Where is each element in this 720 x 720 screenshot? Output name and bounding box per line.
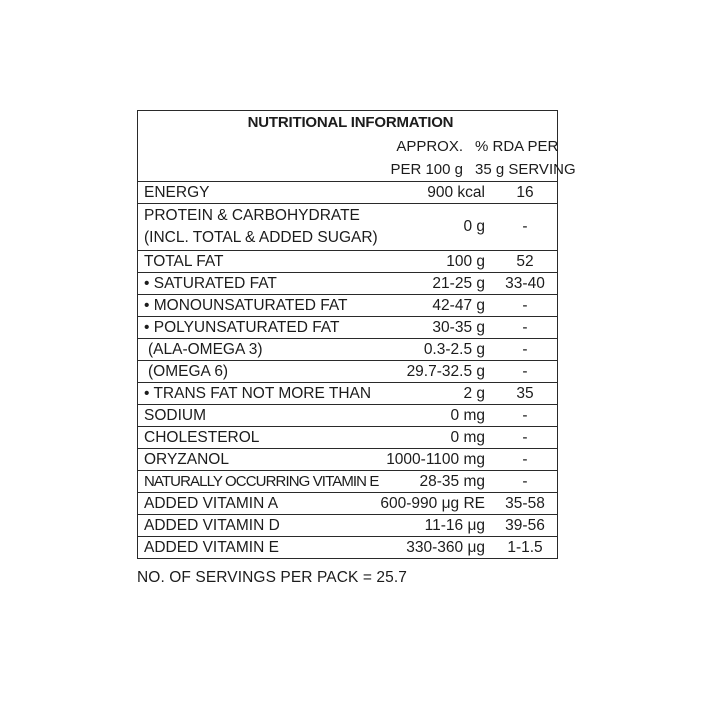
- nutrient-amount: 2 g: [463, 384, 485, 402]
- nutrient-amount: 28-35 mg: [419, 472, 485, 490]
- table-row: [138, 405, 558, 427]
- nutrient-rda: 33-40: [505, 274, 545, 292]
- table-title: NUTRITIONAL INFORMATION: [138, 111, 558, 136]
- nutrient-name: (ALA-OMEGA 3): [148, 340, 263, 358]
- header-serving: 35 g SERVING: [475, 161, 576, 178]
- nutrition-table: [137, 110, 576, 559]
- nutrient-amount: 30-35 g: [432, 318, 485, 336]
- header-per-100g: PER 100 g: [390, 161, 463, 178]
- header-row: [138, 135, 558, 182]
- nutrient-name: • POLYUNSATURATED FAT: [144, 318, 340, 336]
- nutrient-amount: 29.7-32.5 g: [406, 362, 485, 380]
- header-approx: APPROX.: [396, 138, 463, 155]
- servings-per-pack: NO. OF SERVINGS PER PACK = 25.7: [137, 569, 407, 586]
- nutrient-name: • MONOUNSATURATED FAT: [144, 296, 348, 314]
- nutrient-name: • SATURATED FAT: [144, 274, 277, 292]
- nutrient-rda: 52: [516, 252, 534, 270]
- table-row: [138, 204, 558, 251]
- nutrient-amount: 600-990 μg RE: [380, 494, 485, 512]
- title-row: [138, 111, 558, 136]
- nutrient-rda: 1-1.5: [507, 538, 543, 556]
- nutrient-name: CHOLESTEROL: [144, 428, 260, 446]
- nutrient-name: (OMEGA 6): [148, 362, 229, 380]
- nutrient-rda: -: [522, 472, 528, 490]
- nutrient-name: ADDED VITAMIN E: [144, 538, 279, 556]
- table-row: [138, 251, 558, 273]
- nutrient-rda: -: [522, 340, 528, 358]
- nutrient-name: [144, 205, 463, 249]
- nutrient-amount: 0.3-2.5 g: [423, 340, 485, 358]
- nutrient-name: ENERGY: [144, 183, 210, 201]
- nutrient-amount: 0 mg: [450, 428, 485, 446]
- nutrient-amount: 100 g: [446, 252, 485, 270]
- nutrient-rda: -: [522, 362, 528, 380]
- nutrient-rda: -: [522, 318, 528, 336]
- nutrient-name: SODIUM: [144, 406, 206, 424]
- nutrient-amount: 330-360 μg: [406, 538, 485, 556]
- table-row: [138, 273, 558, 295]
- nutrient-name: ADDED VITAMIN A: [144, 494, 279, 512]
- nutrient-name: • TRANS FAT NOT MORE THAN: [144, 384, 372, 402]
- nutrient-name: ORYZANOL: [144, 450, 229, 468]
- nutrient-name-line2: (INCL. TOTAL & ADDED SUGAR): [144, 229, 378, 246]
- nutrient-rda: -: [522, 296, 528, 314]
- nutrient-name: TOTAL FAT: [144, 252, 224, 270]
- nutrient-amount: 900 kcal: [427, 183, 485, 201]
- nutrient-rda: 39-56: [505, 516, 545, 534]
- nutrient-rda: -: [522, 218, 528, 235]
- nutrient-rda: 16: [516, 183, 534, 201]
- nutrient-amount: 1000-1100 mg: [386, 450, 485, 468]
- nutrient-rda: 35-58: [505, 494, 545, 512]
- nutrient-name: NATURALLY OCCURRING VITAMIN E: [144, 472, 379, 490]
- nutrient-rda: 35: [516, 384, 534, 402]
- table-row: [138, 427, 558, 449]
- table-row: [138, 515, 558, 537]
- table-row: [138, 295, 558, 317]
- table-row: [138, 449, 558, 471]
- table-row: [138, 493, 558, 515]
- table-row: [138, 383, 558, 405]
- nutrition-panel: [137, 110, 576, 587]
- nutrient-rda: -: [522, 406, 528, 424]
- nutrient-rda: -: [522, 450, 528, 468]
- nutrient-rda: -: [522, 428, 528, 446]
- header-rda: % RDA PER: [475, 138, 559, 155]
- nutrient-amount: 21-25 g: [432, 274, 485, 292]
- nutrient-amount: 11-16 μg: [424, 516, 485, 534]
- table-row: [138, 361, 558, 383]
- column-headers: [138, 135, 576, 181]
- nutrient-amount: 42-47 g: [432, 296, 485, 314]
- table-row: [138, 537, 558, 559]
- nutrient-name-line1: PROTEIN & CARBOHYDRATE: [144, 207, 360, 224]
- nutrient-amount: 0 mg: [450, 406, 485, 424]
- nutrient-name: ADDED VITAMIN D: [144, 516, 280, 534]
- table-row: [138, 317, 558, 339]
- nutrient-amount: 0 g: [463, 218, 485, 235]
- table-row: [138, 471, 558, 493]
- table-row: [138, 339, 558, 361]
- table-row: [138, 182, 558, 204]
